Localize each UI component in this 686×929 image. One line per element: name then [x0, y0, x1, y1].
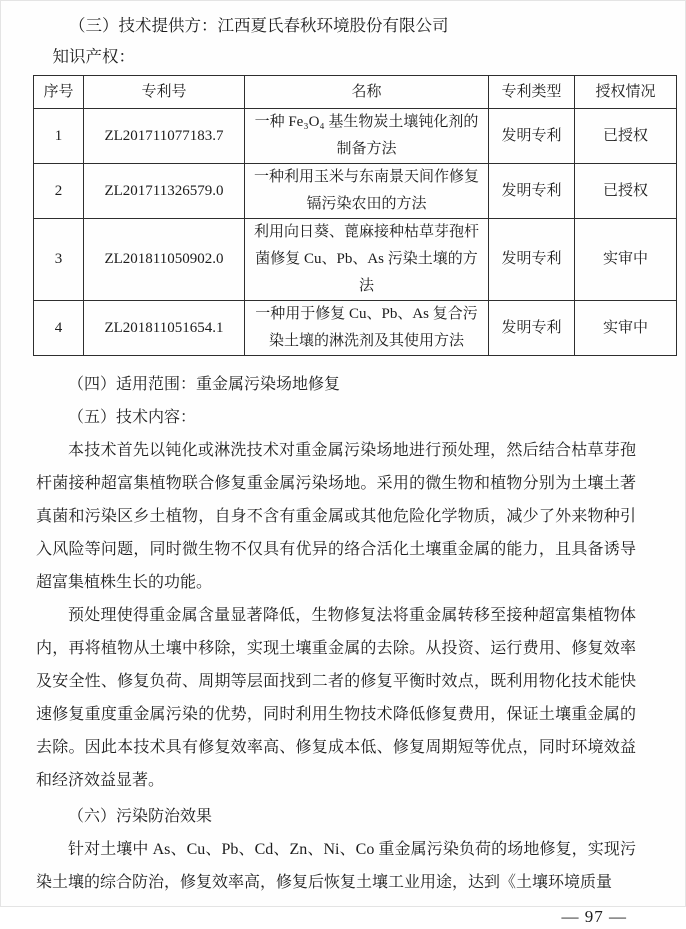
- header-cell-status: 授权情况: [575, 76, 677, 109]
- cell-type: 发明专利: [489, 219, 575, 301]
- cell-seq: 2: [34, 164, 84, 219]
- paragraph-tech-1: 本技术首先以钝化或淋洗技术对重金属污染场地进行预处理，然后结合枯草芽孢杆菌接种超富集植物联合修复重金属污染场地。采用的微生物和植物分别为土壤土著真菌和污染区乡土植物，自身不含有重金属或其他危险化学物质，减少了外来物种引入风险等问题，同时微生物不仅具有优异的络合活化土壤重金属的能力，且具备诱导超富集植株生长的功能。: [36, 442, 636, 591]
- cell-type: 发明专利: [489, 164, 575, 219]
- cell-status: 实审中: [575, 219, 677, 301]
- ip-label: 知识产权：: [52, 47, 135, 66]
- cell-name: 利用向日葵、蓖麻接种枯草芽孢杆菌修复 Cu、Pb、As 污染土壤的方法: [245, 219, 489, 301]
- cell-name: 一种利用玉米与东南景天间作修复镉污染农田的方法: [245, 164, 489, 219]
- header-cell-patent: 专利号: [84, 76, 245, 109]
- cell-status: 已授权: [575, 164, 677, 219]
- cell-patent-no: ZL201811051654.1: [84, 301, 245, 356]
- section-heading-scope: （四）适用范围：重金属污染场地修复: [68, 376, 341, 393]
- table-row: [34, 164, 677, 219]
- patent-table: [33, 75, 677, 356]
- page-number: — 97 —: [561, 907, 627, 926]
- cell-patent-no: ZL201711326579.0: [84, 164, 245, 219]
- header-cell-name: 名称: [245, 76, 489, 109]
- section-heading-provider: （三）技术提供方：江西夏氏春秋环境股份有限公司: [69, 16, 449, 35]
- cell-name: 一种用于修复 Cu、Pb、As 复合污染土壤的淋洗剂及其使用方法: [245, 301, 489, 356]
- header-cell-seq: 序号: [34, 76, 84, 109]
- paragraph-effect: 针对土壤中 As、Cu、Pb、Cd、Zn、Ni、Co 重金属污染负荷的场地修复，实现污染土壤的综合防治，修复效率高，修复后恢复土壤工业用途，达到《土壤环境质量: [36, 841, 636, 891]
- cell-name: 一种 Fe₃O₄ 基生物炭土壤钝化剂的制备方法: [245, 109, 489, 164]
- paragraph-tech-2: 预处理使得重金属含量显著降低，生物修复法将重金属转移至接种超富集植物体内，再将植物从土壤中移除，实现土壤重金属的去除。从投资、运行费用、修复效率及安全性、修复负荷、周期等层面找到二者的修复平衡时效点，既利用物化技术能快速修复重度重金属污染的优势，同时利用生物技术降低修复费用，保证土壤重金属的去除。因此本技术具有修复效率高、修复成本低、修复周期短等优点，同时环境效益和经济效益显著。: [36, 607, 636, 789]
- cell-type: 发明专利: [489, 301, 575, 356]
- table-row: [34, 219, 677, 301]
- cell-status: 实审中: [575, 301, 677, 356]
- cell-type: 发明专利: [489, 109, 575, 164]
- cell-status: 已授权: [575, 109, 677, 164]
- cell-patent-no: ZL201711077183.7: [84, 109, 245, 164]
- table-row: [34, 109, 677, 164]
- header-cell-type: 专利类型: [489, 76, 575, 109]
- table-row: [34, 301, 677, 356]
- cell-seq: 1: [34, 109, 84, 164]
- cell-patent-no: ZL201811050902.0: [84, 219, 245, 301]
- section-heading-effect: （六）污染防治效果: [68, 808, 213, 825]
- section-heading-tech-content: （五）技术内容：: [68, 409, 197, 426]
- cell-seq: 4: [34, 301, 84, 356]
- table-header-row: [34, 76, 677, 109]
- cell-seq: 3: [34, 219, 84, 301]
